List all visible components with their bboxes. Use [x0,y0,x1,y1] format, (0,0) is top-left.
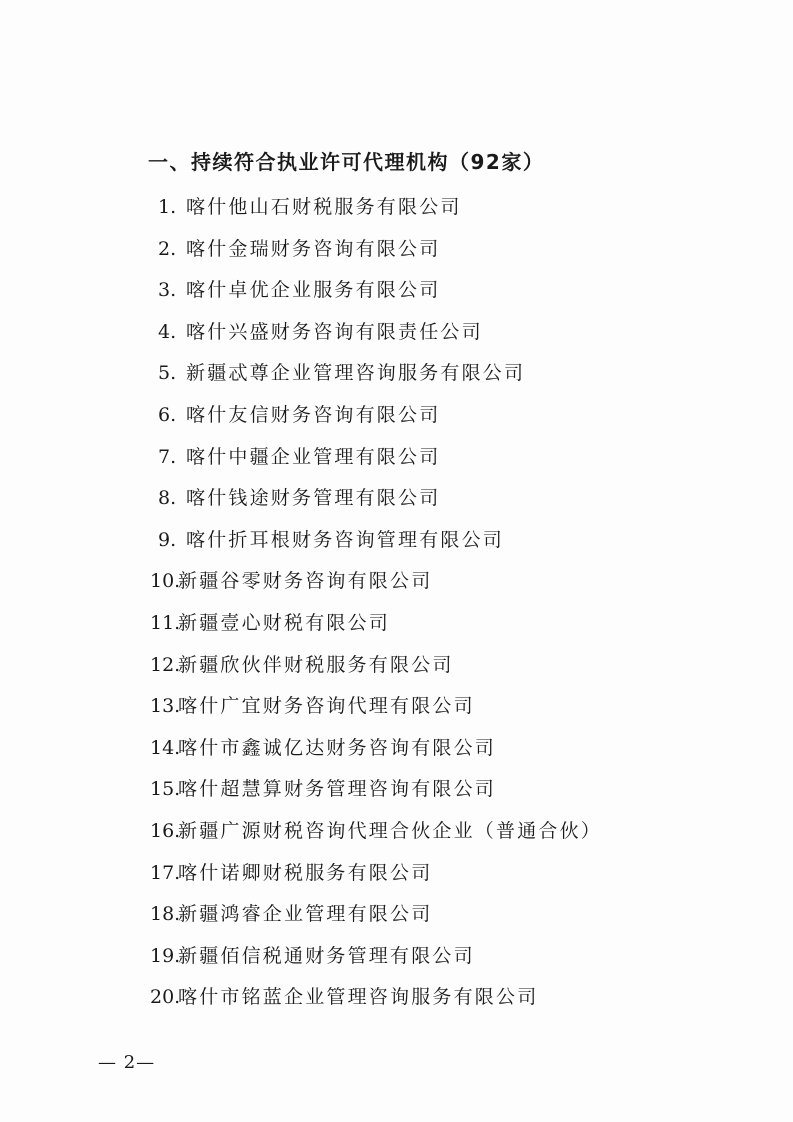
list-item [158,234,602,276]
item-number: 8. [158,487,177,510]
item-name: 喀什广宜财务咨询代理有限公司 [178,695,475,718]
item-name: 喀什钱途财务管理有限公司 [186,487,441,510]
item-name: 新疆谷零财务咨询有限公司 [178,570,433,593]
list-item [150,982,602,1024]
list-item [158,400,602,442]
item-number: 11. [150,611,181,634]
list-item [150,566,602,608]
item-number: 2. [158,237,177,260]
item-number: 7. [158,445,177,468]
item-number: 10. [150,570,181,593]
item-number: 12. [150,653,181,676]
item-name: 喀什友信财务咨询有限公司 [186,403,441,426]
item-number: 3. [158,279,177,302]
item-name: 新疆广源财税咨询代理合伙企业（普通合伙） [178,819,603,842]
list-item [150,899,602,941]
list-item [150,608,602,650]
item-name: 喀什卓优企业服务有限公司 [186,279,441,302]
item-number: 1. [158,196,177,218]
list-item [158,442,602,484]
item-name: 新疆壹心财税有限公司 [178,611,391,634]
item-number: 6. [158,403,177,426]
item-name: 喀什超慧算财务管理咨询有限公司 [178,778,497,801]
list-item [150,691,602,733]
item-name: 新疆鸿睿企业管理有限公司 [178,903,433,926]
item-number: 14. [150,736,181,759]
item-number: 4. [158,320,177,343]
item-name: 喀什市铭蓝企业管理咨询服务有限公司 [178,986,539,1009]
list-item [158,483,602,525]
item-name: 新疆忒尊企业管理咨询服务有限公司 [186,362,526,385]
item-number: 17. [150,861,181,884]
agency-list [150,192,603,1024]
list-item [150,774,602,816]
item-name: 喀什诺卿财税服务有限公司 [178,861,433,884]
page-number: — 2— [98,1052,156,1073]
list-item [158,358,602,400]
section-heading: 一、持续符合执业许可代理机构（92家） [148,150,545,174]
list-item [150,941,602,983]
item-number: 20. [150,986,181,1009]
item-number: 13. [150,695,181,718]
item-name: 喀什中疆企业管理有限公司 [186,445,441,468]
list-item [150,650,602,692]
item-name: 喀什金瑞财务咨询有限公司 [186,237,441,260]
item-number: 9. [158,528,177,551]
list-item [158,192,602,234]
item-name: 新疆佰信税通财务管理有限公司 [178,944,475,967]
list-item [158,275,602,317]
item-name: 新疆欣伙伴财税服务有限公司 [178,653,454,676]
item-number: 18. [150,903,181,926]
list-item [150,858,602,900]
list-item [150,816,603,858]
item-name: 喀什他山石财税服务有限公司 [186,196,462,218]
item-number: 19. [150,944,181,967]
list-item [158,525,602,567]
item-number: 15. [150,778,181,801]
list-item [150,733,602,775]
item-name: 喀什兴盛财务咨询有限责任公司 [186,320,483,343]
item-name: 喀什折耳根财务咨询管理有限公司 [186,528,505,551]
item-number: 16. [150,819,181,842]
list-item [158,317,602,359]
item-number: 5. [158,362,177,385]
item-name: 喀什市鑫诚亿达财务咨询有限公司 [178,736,497,759]
